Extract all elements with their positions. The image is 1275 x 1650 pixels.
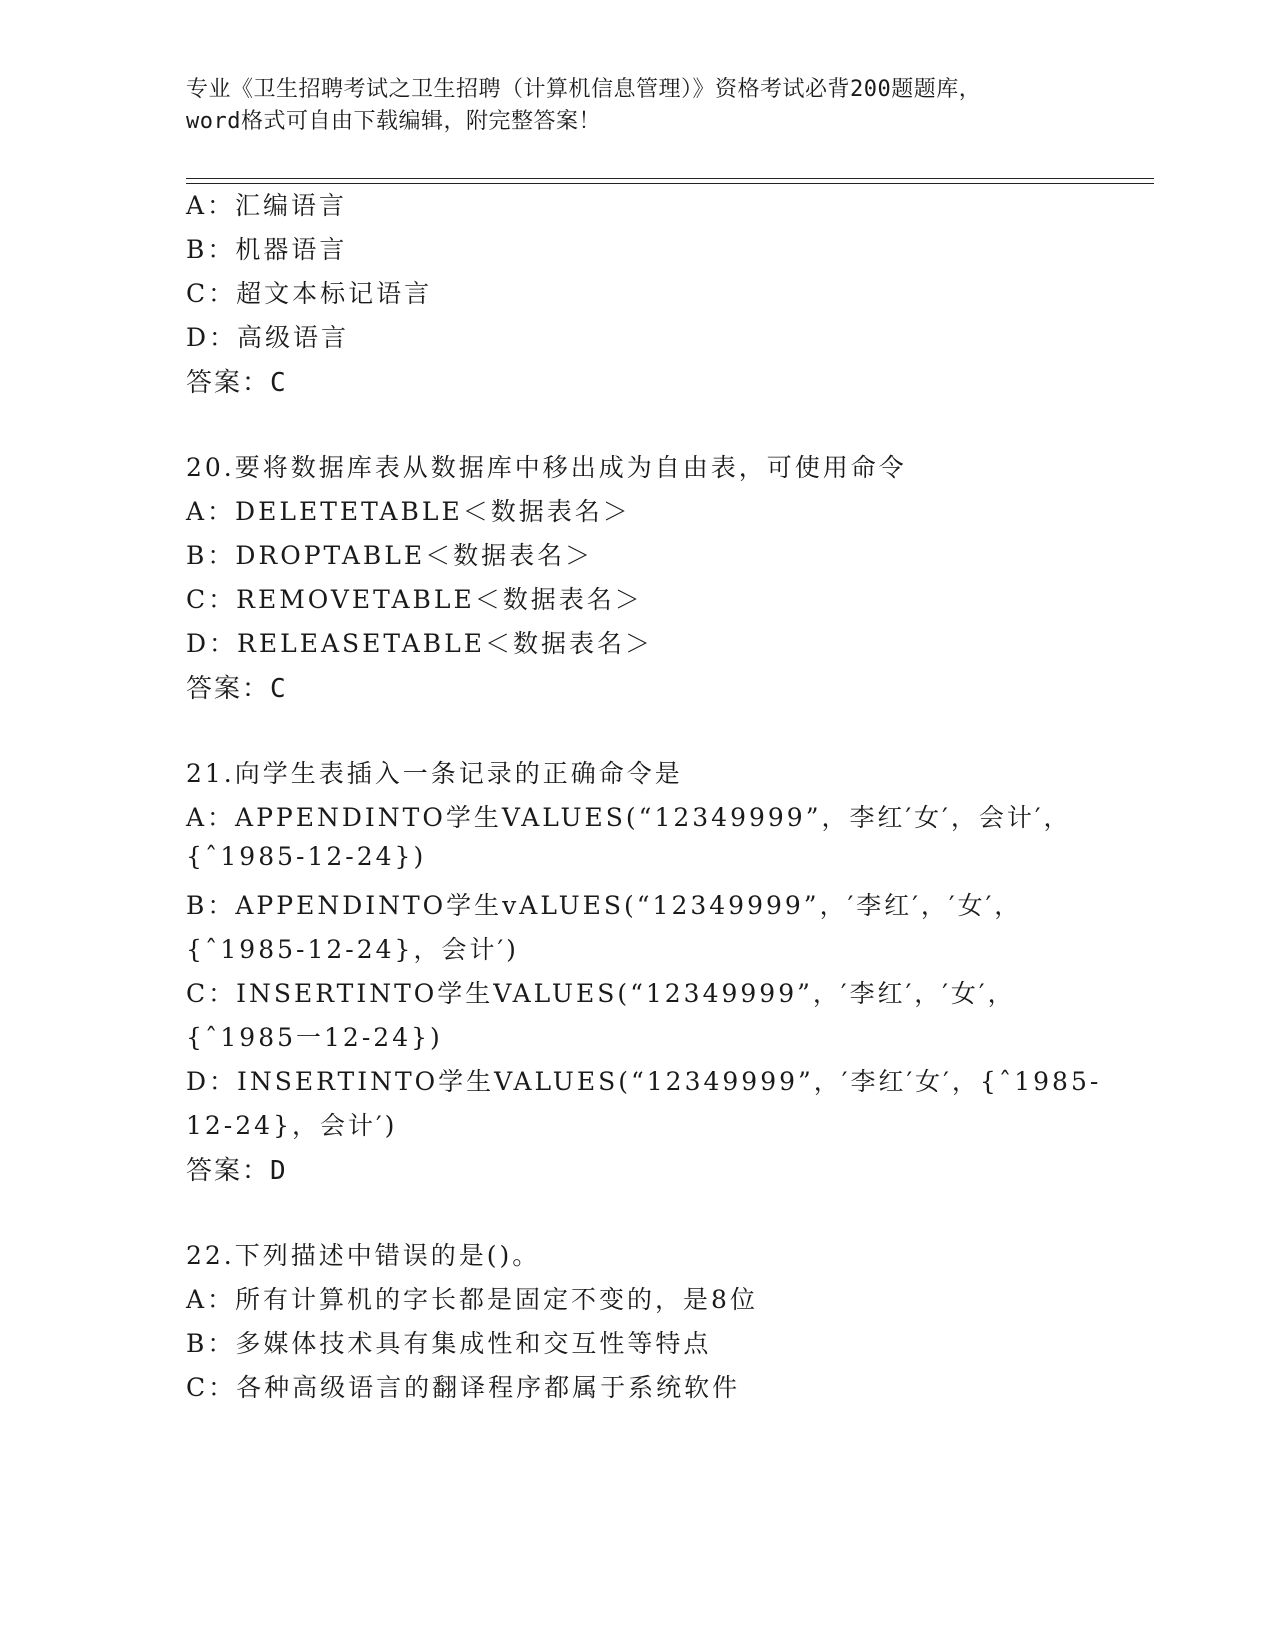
q21-title: 21.向学生表插入一条记录的正确命令是 (186, 759, 683, 788)
q20-answer: 答案：C (186, 674, 288, 704)
q20-option-d: D：RELEASETABLE＜数据表名＞ (186, 629, 653, 658)
document-header (186, 74, 1106, 138)
q21-option-c-line-2: {ˆ1985一12-24}) (186, 1023, 443, 1052)
q20-option-c: C：REMOVETABLE＜数据表名＞ (186, 585, 643, 614)
q21-option-a-line-1: A：APPENDINTO学生VALUES(“12349999”，李红′女′，会计′， (186, 803, 1072, 832)
q21-option-b-line-1: B：APPENDINTO学生vALUES(“12349999”，′李红′，′女′， (186, 891, 1023, 920)
q22-option-b: B：多媒体技术具有集成性和交互性等特点 (186, 1329, 712, 1358)
q22-option-c: C：各种高级语言的翻译程序都属于系统软件 (186, 1373, 741, 1402)
q21-option-a-line-2: {ˆ1985-12-24}) (186, 842, 427, 871)
q19-option-a: A：汇编语言 (186, 191, 348, 220)
q19-option-d: D：高级语言 (186, 323, 350, 352)
q19-option-b: B：机器语言 (186, 235, 348, 264)
q19-option-c: C：超文本标记语言 (186, 279, 433, 308)
q21-option-d-line-2: 12-24}，会计′) (186, 1111, 398, 1140)
header-line-1: 专业《卫生招聘考试之卫生招聘（计算机信息管理）》资格考试必背200题题库， (186, 77, 982, 102)
q21-option-b-line-2: {ˆ1985-12-24}，会计′) (186, 935, 519, 964)
q20-title: 20.要将数据库表从数据库中移出成为自由表，可使用命令 (186, 453, 907, 482)
q19-answer: 答案：C (186, 368, 288, 398)
q21-option-d-line-1: D：INSERTINTO学生VALUES(“12349999”，′李红′女′，{ˆ1985- (186, 1067, 1102, 1096)
q22-option-a: A：所有计算机的字长都是固定不变的，是8位 (186, 1285, 758, 1314)
q20-option-a: A：DELETETABLE＜数据表名＞ (186, 497, 631, 526)
q21-option-c-line-1: C：INSERTINTO学生VALUES(“12349999”，′李红′，′女′， (186, 979, 1016, 1008)
header-divider-top (186, 178, 1154, 179)
header-line-2: word格式可自由下载编辑，附完整答案！ (186, 109, 601, 134)
q20-option-b: B：DROPTABLE＜数据表名＞ (186, 541, 594, 570)
q21-answer: 答案：D (186, 1156, 288, 1186)
header-divider-bottom (186, 183, 1154, 184)
q22-title: 22.下列描述中错误的是()。 (186, 1241, 541, 1270)
